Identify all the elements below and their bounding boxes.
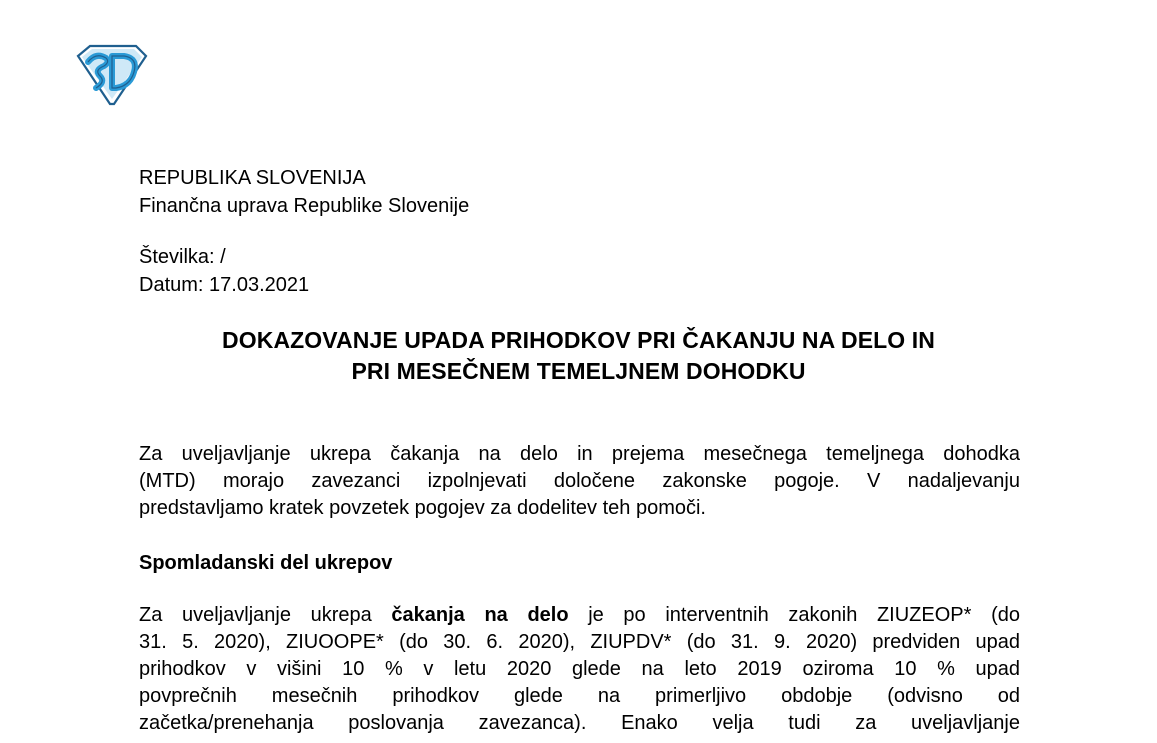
section-heading: Spomladanski del ukrepov: [139, 552, 393, 574]
section-line-1: [139, 602, 1020, 629]
header-financna-uprava: Finančna uprava Republike Slovenije: [139, 195, 470, 217]
section-paragraph: [139, 602, 1020, 737]
intro-line-1: Za uveljavljanje ukrepa čakanja na delo in prejema mesečnega temeljnega dohodka: [139, 443, 1020, 465]
intro-line-3: predstavljamo kratek povzetek pogojev za dodelitev teh pomoči.: [139, 497, 706, 519]
document-title-line-1: DOKAZOVANJE UPADA PRIHODKOV PRI ČAKANJU NA DELO IN: [222, 327, 935, 353]
section-line-1-bold: čakanja na delo: [391, 604, 569, 626]
section-line-5: začetka/prenehanja poslovanja zavezanca). Enako velja tudi za uveljavljanje: [139, 712, 1020, 734]
document-title-line-2: PRI MESEČNEM TEMELJNEM DOHODKU: [351, 358, 806, 384]
sd-shield-logo-icon: [76, 44, 148, 106]
section-line-1-post: je po interventnih zakonih ZIUZEOP* (do: [568, 604, 1020, 626]
intro-paragraph: [139, 441, 1020, 522]
section-line-3: prihodkov v višini 10 % v letu 2020 glede na leto 2019 oziroma 10 % upad: [139, 658, 1020, 680]
document-date: Datum: 17.03.2021: [139, 274, 310, 296]
section-line-1-pre: Za uveljavljanje ukrepa: [139, 604, 392, 626]
header-republika: REPUBLIKA SLOVENIJA: [139, 167, 366, 189]
section-line-2: 31. 5. 2020), ZIUOOPE* (do 30. 6. 2020), ZIUPDV* (do 31. 9. 2020) predviden upad: [139, 631, 1020, 653]
document-number: Številka: /: [139, 246, 226, 268]
section-line-4: povprečnih mesečnih prihodkov glede na primerljivo obdobje (odvisno od: [139, 685, 1020, 707]
intro-line-2: (MTD) morajo zavezanci izpolnjevati določene zakonske pogoje. V nadaljevanju: [139, 470, 1020, 492]
